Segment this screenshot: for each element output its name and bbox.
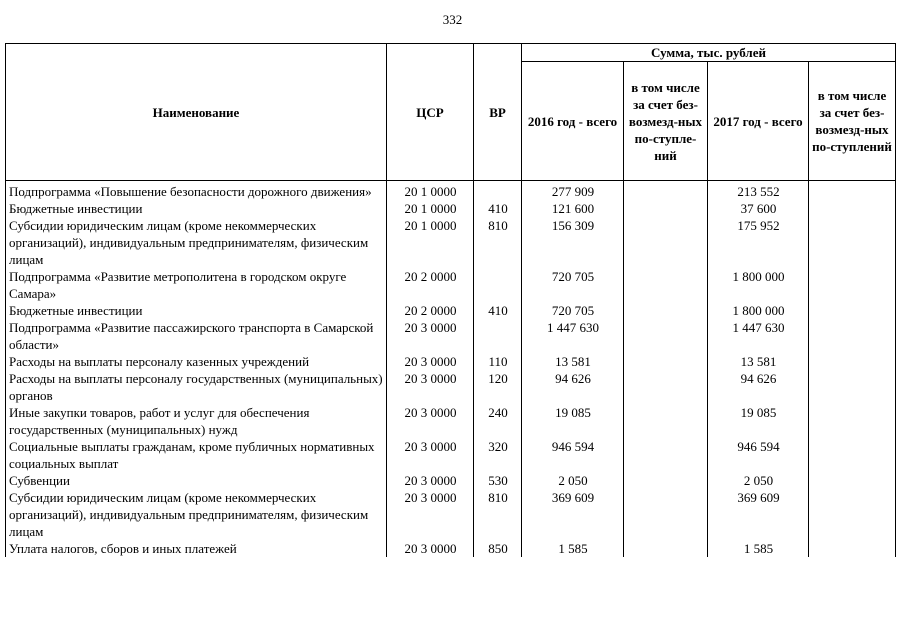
cell-free-2016 (624, 489, 708, 540)
cell-total-2017: 369 609 (708, 489, 809, 540)
cell-total-2016: 1 447 630 (522, 319, 624, 353)
cell-vr (474, 319, 522, 353)
header-csr: ЦСР (387, 44, 474, 181)
cell-free-2016 (624, 370, 708, 404)
cell-name: Подпрограмма «Развитие метрополитена в городском округе Самара» (6, 268, 387, 302)
cell-total-2016: 946 594 (522, 438, 624, 472)
table-row (6, 200, 896, 217)
cell-free-2016 (624, 302, 708, 319)
cell-total-2017: 2 050 (708, 472, 809, 489)
cell-vr: 240 (474, 404, 522, 438)
cell-total-2016: 156 309 (522, 217, 624, 268)
header-free-2016: в том числе за счет без-возмезд-ных по-ступле-ний (624, 62, 708, 181)
cell-total-2017: 13 581 (708, 353, 809, 370)
budget-table (5, 43, 896, 557)
cell-free-2017 (809, 370, 896, 404)
cell-free-2016 (624, 181, 708, 201)
cell-total-2016: 19 085 (522, 404, 624, 438)
cell-free-2017 (809, 181, 896, 201)
cell-total-2016: 2 050 (522, 472, 624, 489)
cell-total-2017: 213 552 (708, 181, 809, 201)
cell-csr: 20 2 0000 (387, 268, 474, 302)
cell-free-2017 (809, 268, 896, 302)
cell-total-2017: 175 952 (708, 217, 809, 268)
cell-free-2016 (624, 438, 708, 472)
cell-free-2016 (624, 319, 708, 353)
cell-free-2017 (809, 217, 896, 268)
table-row (6, 319, 896, 353)
cell-free-2017 (809, 200, 896, 217)
cell-total-2016: 94 626 (522, 370, 624, 404)
cell-total-2016: 121 600 (522, 200, 624, 217)
cell-free-2017 (809, 489, 896, 540)
cell-vr: 810 (474, 217, 522, 268)
cell-vr (474, 181, 522, 201)
table-row (6, 489, 896, 540)
cell-csr: 20 1 0000 (387, 200, 474, 217)
cell-total-2017: 19 085 (708, 404, 809, 438)
cell-free-2016 (624, 268, 708, 302)
table-row (6, 472, 896, 489)
cell-free-2017 (809, 540, 896, 557)
cell-csr: 20 1 0000 (387, 217, 474, 268)
cell-name: Бюджетные инвестиции (6, 200, 387, 217)
page-number: 332 (442, 12, 463, 27)
cell-name: Социальные выплаты гражданам, кроме публичных нормативных социальных выплат (6, 438, 387, 472)
cell-total-2017: 1 585 (708, 540, 809, 557)
cell-name: Расходы на выплаты персоналу казенных учреждений (6, 353, 387, 370)
cell-total-2016: 720 705 (522, 302, 624, 319)
cell-total-2016: 277 909 (522, 181, 624, 201)
cell-vr: 530 (474, 472, 522, 489)
cell-vr: 850 (474, 540, 522, 557)
cell-name: Уплата налогов, сборов и иных платежей (6, 540, 387, 557)
cell-name: Подпрограмма «Развитие пассажирского транспорта в Самарской области» (6, 319, 387, 353)
cell-vr: 110 (474, 353, 522, 370)
cell-total-2016: 720 705 (522, 268, 624, 302)
table-row (6, 370, 896, 404)
cell-total-2016: 13 581 (522, 353, 624, 370)
cell-total-2017: 1 447 630 (708, 319, 809, 353)
cell-csr: 20 3 0000 (387, 319, 474, 353)
cell-total-2017: 1 800 000 (708, 268, 809, 302)
cell-name: Расходы на выплаты персоналу государственных (муниципальных) органов (6, 370, 387, 404)
cell-vr: 320 (474, 438, 522, 472)
table-row (6, 217, 896, 268)
cell-vr: 410 (474, 200, 522, 217)
cell-free-2016 (624, 200, 708, 217)
table-row (6, 302, 896, 319)
cell-name: Бюджетные инвестиции (6, 302, 387, 319)
cell-name: Субсидии юридическим лицам (кроме некоммерческих организаций), индивидуальным предпринимателям, физическим лицам (6, 489, 387, 540)
cell-name: Подпрограмма «Повышение безопасности дорожного движения» (6, 181, 387, 201)
cell-total-2016: 1 585 (522, 540, 624, 557)
cell-csr: 20 3 0000 (387, 404, 474, 438)
cell-free-2017 (809, 472, 896, 489)
cell-total-2017: 37 600 (708, 200, 809, 217)
cell-free-2017 (809, 438, 896, 472)
header-sum-group: Сумма, тыс. рублей (522, 44, 896, 62)
cell-name: Субвенции (6, 472, 387, 489)
header-total-2016: 2016 год - всего (522, 62, 624, 181)
table-row (6, 404, 896, 438)
cell-csr: 20 2 0000 (387, 302, 474, 319)
cell-total-2017: 1 800 000 (708, 302, 809, 319)
cell-vr: 410 (474, 302, 522, 319)
cell-free-2016 (624, 404, 708, 438)
table-body (6, 181, 896, 558)
cell-csr: 20 3 0000 (387, 489, 474, 540)
cell-free-2016 (624, 353, 708, 370)
cell-vr: 120 (474, 370, 522, 404)
cell-free-2016 (624, 472, 708, 489)
cell-csr: 20 3 0000 (387, 438, 474, 472)
cell-csr: 20 3 0000 (387, 472, 474, 489)
cell-vr (474, 268, 522, 302)
table-row (6, 540, 896, 557)
header-vr: ВР (474, 44, 522, 181)
table-row (6, 353, 896, 370)
table-row (6, 181, 896, 201)
cell-free-2017 (809, 404, 896, 438)
cell-free-2016 (624, 540, 708, 557)
cell-total-2017: 946 594 (708, 438, 809, 472)
table-row (6, 268, 896, 302)
cell-free-2017 (809, 302, 896, 319)
cell-csr: 20 3 0000 (387, 353, 474, 370)
cell-total-2016: 369 609 (522, 489, 624, 540)
header-name: Наименование (6, 44, 387, 181)
cell-csr: 20 3 0000 (387, 370, 474, 404)
cell-name: Субсидии юридическим лицам (кроме некоммерческих организаций), индивидуальным предпринимателям, физическим лицам (6, 217, 387, 268)
cell-total-2017: 94 626 (708, 370, 809, 404)
cell-vr: 810 (474, 489, 522, 540)
cell-csr: 20 1 0000 (387, 181, 474, 201)
cell-csr: 20 3 0000 (387, 540, 474, 557)
table-row (6, 438, 896, 472)
cell-name: Иные закупки товаров, работ и услуг для обеспечения государственных (муниципальных) нужд (6, 404, 387, 438)
cell-free-2017 (809, 319, 896, 353)
table-header (6, 44, 896, 181)
cell-free-2016 (624, 217, 708, 268)
header-total-2017: 2017 год - всего (708, 62, 809, 181)
header-free-2017: в том числе за счет без-возмезд-ных по-ступлений (809, 62, 896, 181)
cell-free-2017 (809, 353, 896, 370)
